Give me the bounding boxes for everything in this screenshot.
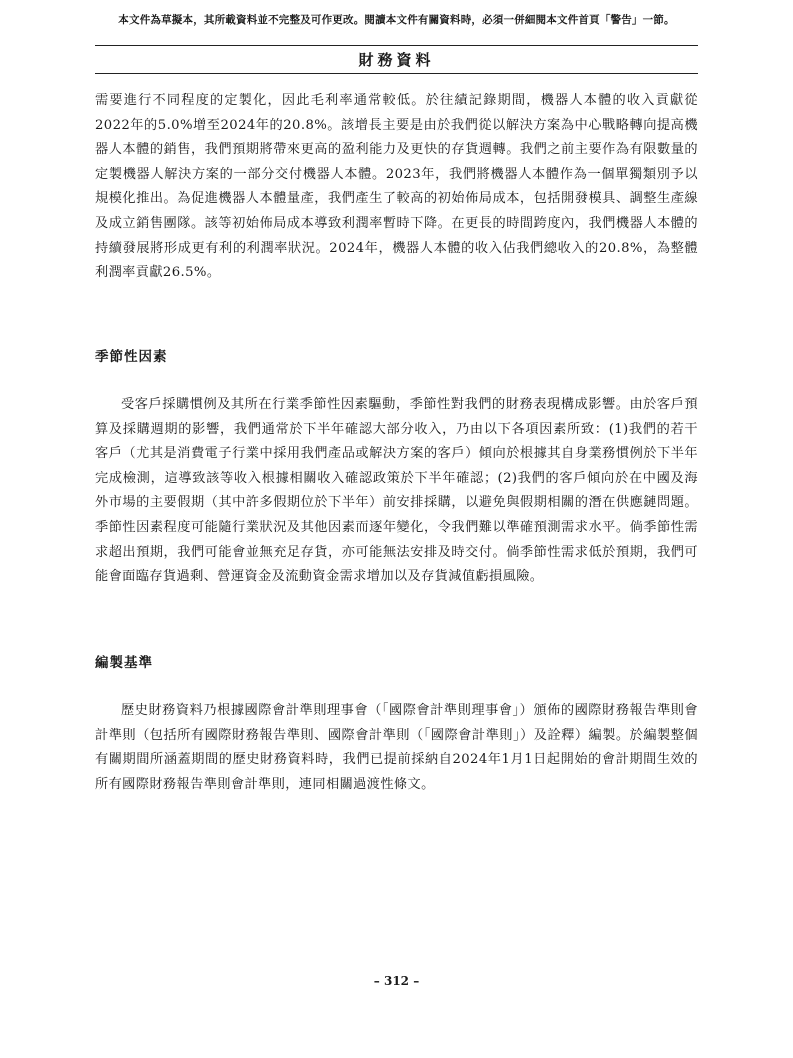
paragraph-robot-body-margin: 需要進行不同程度的定製化，因此毛利率通常較低。於往績記錄期間，機器人本體的收入貢獻從2022年的5.0%增至2024年的20.8%。該增長主要是由於我們從以解決方案為中心戰略轉向提高機器人本體的銷售，我們預期將帶來更高的盈利能力及更快的存貨週轉。我們之前主要作為有限數量的定製機器人解決方案的一部分交付機器人本體。2023年，我們將機器人本體作為一個單獨類別予以規模化推出。為促進機器人本體量產，我們產生了較高的初始佈局成本，包括開發模具、調整生產線及成立銷售團隊。該等初始佈局成本導致利潤率暫時下降。在更長的時間跨度內，我們機器人本體的持續發展將形成更有利的利潤率狀況。2024年，機器人本體的收入佔我們總收入的20.8%，為整體利潤率貢獻26.5%。 xyxy=(95,93,698,281)
heading-basis-of-preparation: 編製基準 xyxy=(95,655,153,671)
page-number: – 312 – xyxy=(373,974,420,988)
heading-seasonality: 季節性因素 xyxy=(95,349,168,365)
paragraph-seasonality: 受客戶採購慣例及其所在行業季節性因素驅動，季節性對我們的財務表現構成影響。由於客戶預算及採購週期的影響，我們通常於下半年確認大部分收入，乃由以下各項因素所致：(1)我們的若干客戶（尤其是消費電子行業中採用我們產品或解決方案的客戶）傾向於根據其自身業務慣例於下半年完成檢測，這導致該等收入根據相關收入確認政策於下半年確認；(2)我們的客戶傾向於在中國及海外市場的主要假期（其中許多假期位於下半年）前安排採購，以避免與假期相關的潛在供應鏈問題。季節性因素程度可能隨行業狀況及其他因素而逐年變化，令我們難以準確預測需求水平。倘季節性需求超出預期，我們可能會並無充足存貨，亦可能無法安排及時交付。倘季節性需求低於預期，我們可能會面臨存貨過剩、營運資金及流動資金需求增加以及存貨減值虧損風險。 xyxy=(95,397,698,585)
header-rule-bottom xyxy=(95,73,698,74)
section-title: 財務資料 xyxy=(358,51,435,69)
draft-warning-banner: 本文件為草擬本，其所載資料並不完整及可作更改。閱讀本文件有關資料時，必須一併細閱本文件首頁「警告」一節。 xyxy=(118,14,675,26)
paragraph-basis-of-preparation: 歷史財務資料乃根據國際會計準則理事會（「國際會計準則理事會」）頒佈的國際財務報告準則會計準則（包括所有國際財務報告準則、國際會計準則（「國際會計準則」）及詮釋）編製。於編製整個有關期間所涵蓋期間的歷史財務資料時，我們已提前採納自2024年1月1日起開始的會計期間生效的所有國際財務報告準則會計準則，連同相關過渡性條文。 xyxy=(95,703,698,792)
header-rule-top xyxy=(95,45,698,46)
